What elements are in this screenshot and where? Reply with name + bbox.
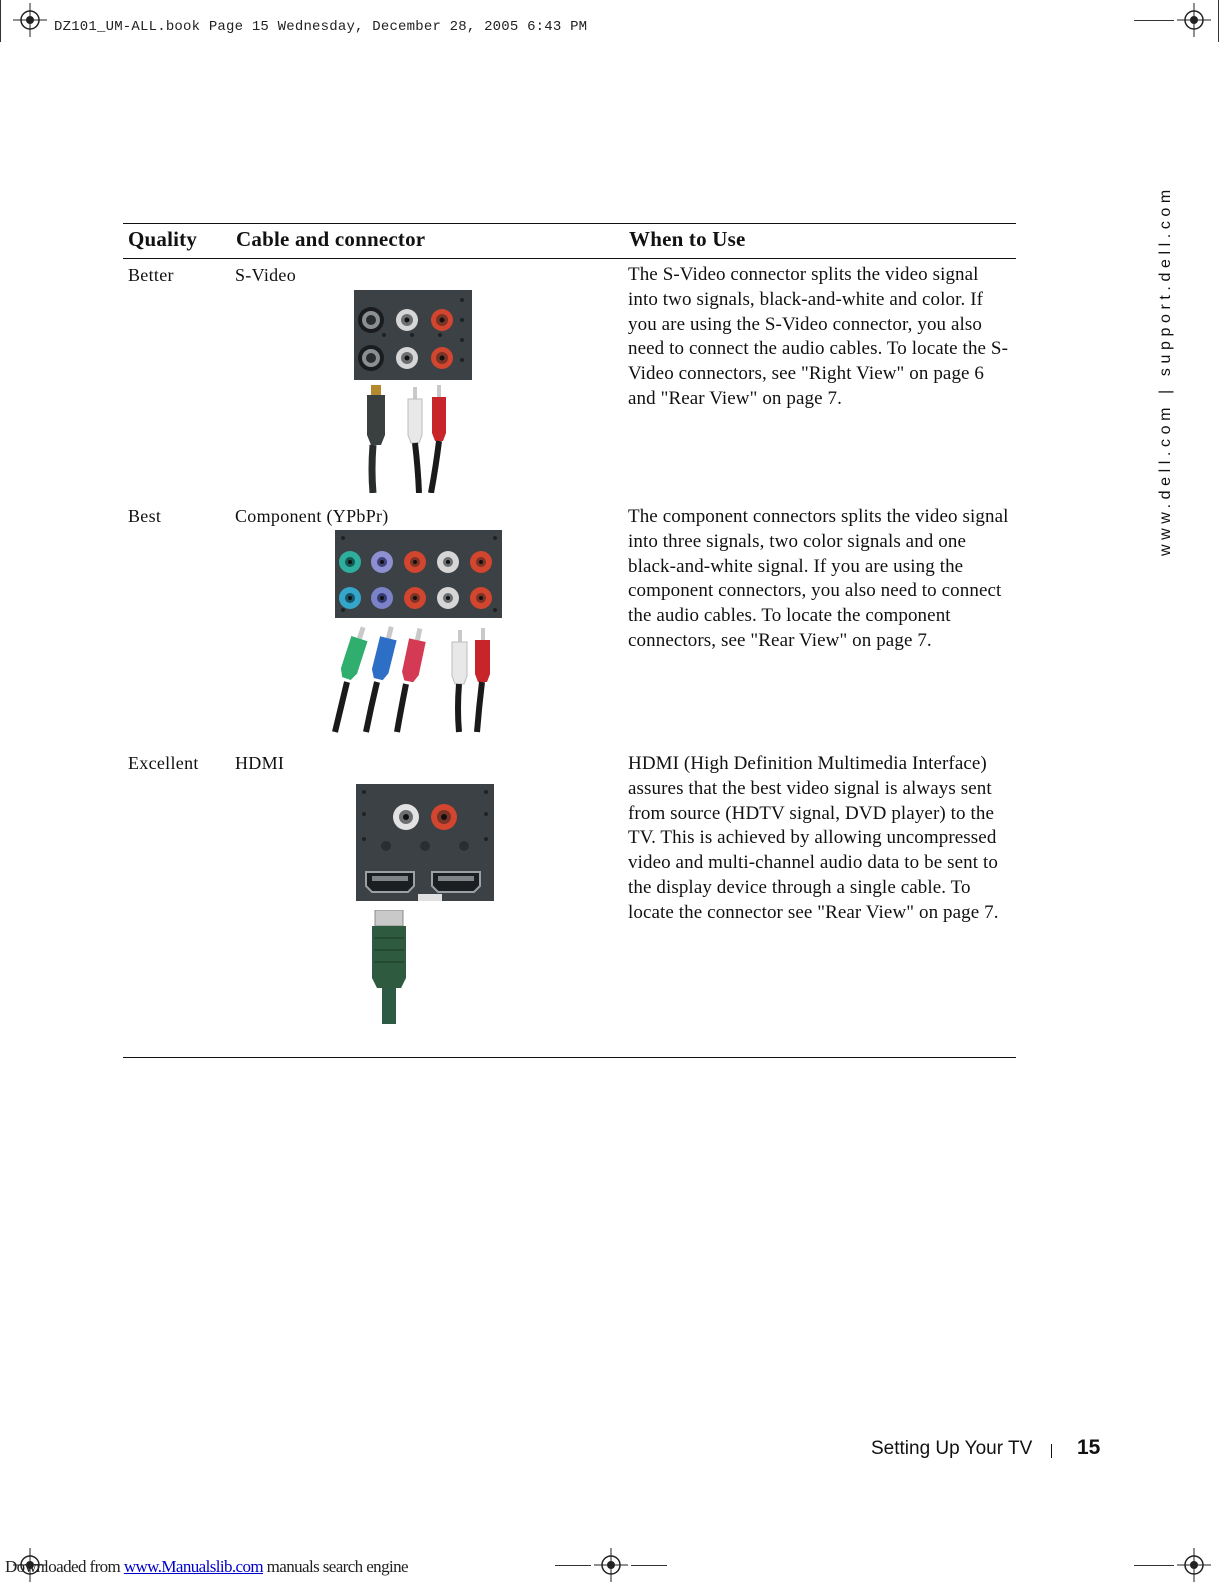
book-slug: DZ101_UM-ALL.book Page 15 Wednesday, December 28, 2005 6:43 PM [54, 19, 588, 35]
crop-line [1218, 0, 1219, 42]
quality-excellent: Excellent [128, 753, 199, 773]
header-cable: Cable and connector [236, 227, 426, 251]
footer-title: Setting Up Your TV [871, 1438, 1033, 1459]
crop-line [555, 1565, 591, 1566]
download-prefix: Downloaded from [5, 1557, 124, 1576]
component-cable-photo [330, 624, 505, 734]
cable-svideo: S-Video [235, 265, 297, 285]
crop-line [1134, 1565, 1174, 1566]
crop-line [631, 1565, 667, 1566]
hdmi-cable-photo [366, 910, 416, 1024]
hdmi-panel-photo [356, 784, 494, 901]
footer-separator [1051, 1444, 1052, 1458]
component-panel-photo [335, 530, 502, 618]
description-component: The component connectors splits the video signal into three signals, two color signals and one black-and-white signal. If you are using the component connectors, you also need to connect the audio cables. To locate the component connectors, see "Rear View" on page 7. [628, 506, 1009, 651]
table-bottom-rule [123, 1057, 1016, 1058]
header-when: When to Use [629, 227, 746, 251]
crop-mark-icon [1177, 1548, 1211, 1582]
page-number: 15 [1077, 1436, 1101, 1459]
side-url: www.dell.com | support.dell.com [1157, 185, 1174, 556]
header-quality: Quality [128, 227, 198, 251]
cable-component: Component (YPbPr) [235, 506, 389, 526]
svideo-cable-photo [362, 383, 472, 493]
crop-line [1134, 20, 1174, 21]
table-top-rule [123, 223, 1016, 224]
crop-mark-icon [594, 1548, 628, 1582]
description-svideo: The S-Video connector splits the video signal into two signals, black-and-white and color. If you are using the S-Video connector, you also need to connect the audio cables. To locate the S-Video connectors, see "Right View" on page 6 and "Rear View" on page 7. [628, 264, 1009, 409]
header-rule [123, 258, 1016, 259]
crop-mark-icon [1177, 3, 1211, 37]
svideo-panel-photo [354, 290, 472, 380]
quality-best: Best [128, 506, 162, 526]
crop-line [0, 0, 1, 42]
download-note [5, 1557, 408, 1577]
manualslib-link[interactable]: www.Manualslib.com [123, 1557, 264, 1576]
description-hdmi: HDMI (High Definition Multimedia Interface) assures that the best video signal is always sent from source (HDTV signal, DVD player) to the TV. This is achieved by allowing uncompressed video and multi-channel audio data to be sent to the display device through a single cable. To locate the connector see "Rear View" on page 7. [628, 753, 999, 923]
crop-mark-icon [13, 3, 47, 37]
cable-hdmi: HDMI [235, 753, 285, 773]
quality-better: Better [128, 265, 174, 285]
download-suffix: manuals search engine [263, 1557, 408, 1576]
